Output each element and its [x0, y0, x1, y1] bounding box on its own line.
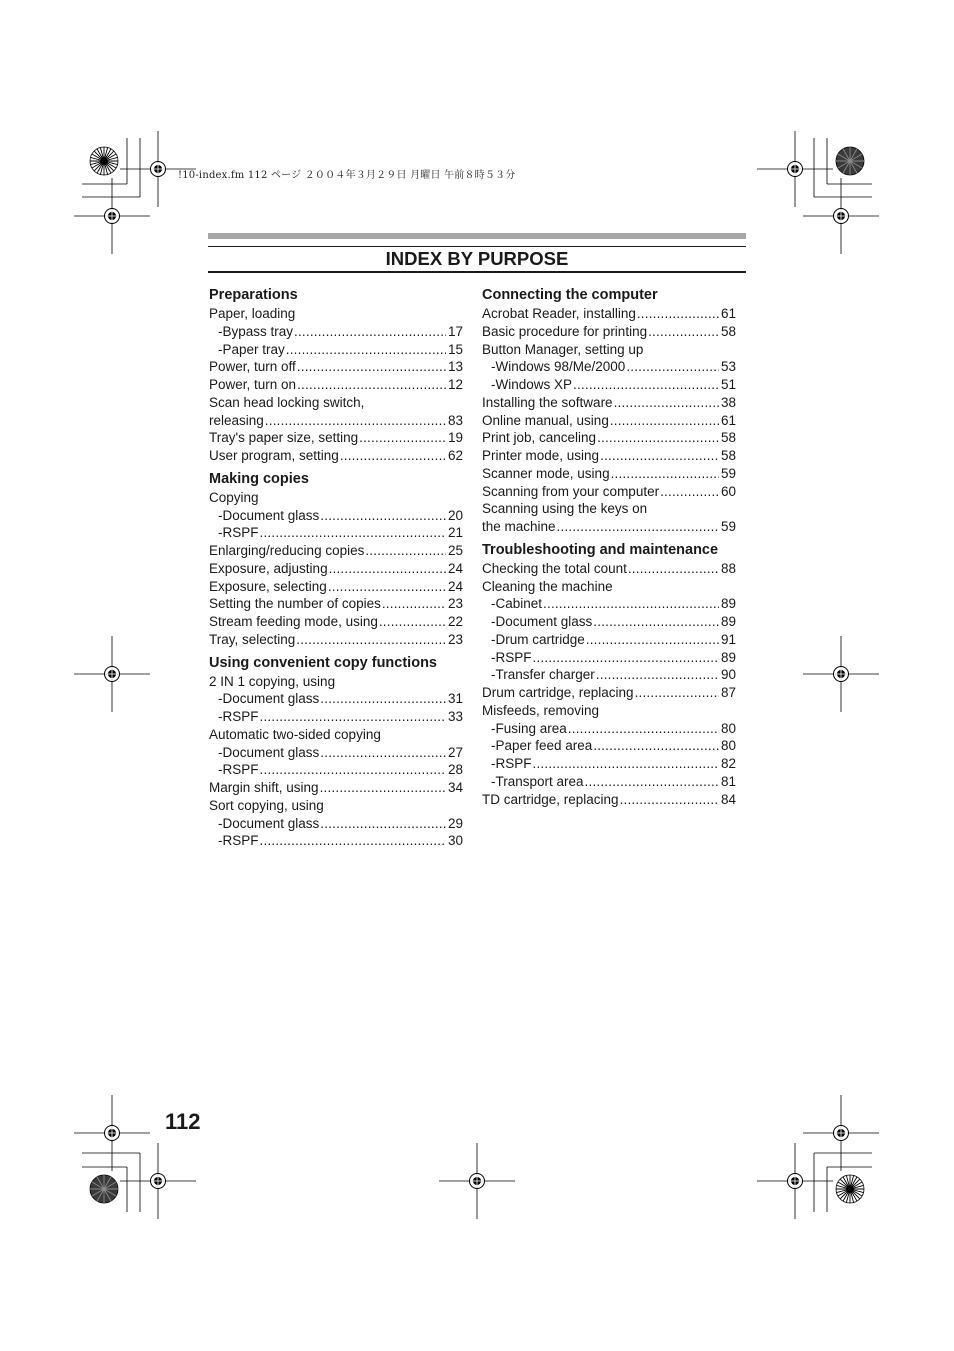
entry-label: TD cartridge, replacing: [482, 791, 619, 807]
index-subentry: [209, 507, 463, 525]
dot-leader: [265, 412, 446, 430]
index-entry: [482, 394, 736, 412]
entry-page-number: 20: [447, 507, 463, 523]
entry-page-number: 31: [447, 691, 463, 707]
index-entry: [482, 500, 736, 518]
dot-leader: [329, 560, 446, 578]
entry-label: Enlarging/reducing copies: [209, 543, 365, 558]
index-entry: [209, 447, 463, 465]
entry-label: Drum cartridge, replacing: [482, 685, 634, 700]
entry-page-number: 28: [447, 762, 463, 778]
entry-page-number: 19: [447, 430, 463, 446]
dot-leader: [626, 358, 719, 376]
dot-leader: [557, 518, 719, 536]
index-subentry: [209, 708, 463, 726]
dot-leader: [297, 358, 446, 376]
entry-label: Automatic two-sided copying: [209, 726, 381, 742]
entry-page-number: 83: [447, 412, 463, 428]
index-entry: [482, 429, 736, 447]
entry-label: User program, setting: [209, 448, 339, 463]
dot-leader: [328, 578, 446, 596]
entry-label: Exposure, selecting: [209, 578, 327, 594]
entry-dash: -: [218, 691, 223, 707]
entry-page-number: 58: [720, 323, 736, 339]
index-subentry: [482, 376, 736, 394]
entry-page-number: 82: [720, 756, 736, 771]
index-subentry: [482, 595, 736, 613]
dot-leader: [294, 323, 446, 341]
entry-dash: -: [491, 596, 496, 612]
entry-label: RSPF: [222, 525, 259, 541]
index-entry: [482, 483, 736, 501]
dot-leader: [573, 376, 719, 394]
entry-label: RSPF: [495, 649, 532, 665]
entry-page-number: 61: [720, 306, 736, 321]
entry-label: Document glass: [222, 744, 320, 760]
section-making-copies: [209, 470, 463, 649]
index-subentry: [482, 720, 736, 738]
entry-dash: -: [218, 525, 223, 541]
index-entry: [482, 791, 736, 809]
entry-label: RSPF: [222, 833, 259, 849]
entry-label: 2 IN 1 copying, using: [209, 673, 336, 689]
entry-dash: -: [218, 709, 223, 724]
entry-page-number: 62: [447, 448, 463, 463]
dot-leader: [382, 595, 446, 613]
index-entry: [209, 394, 463, 412]
entry-label: Printer mode, using: [482, 448, 600, 463]
entry-dash: -: [491, 614, 496, 629]
index-entry: [209, 560, 463, 578]
entry-label: Button Manager, setting up: [482, 341, 644, 357]
dot-leader: [660, 483, 719, 501]
section-title: Making copies: [209, 470, 309, 487]
index-subentry: [209, 815, 463, 833]
entry-page-number: 22: [447, 614, 463, 629]
entry-dash: -: [218, 833, 223, 849]
entry-dash: -: [218, 744, 223, 760]
index-subentry: [482, 773, 736, 791]
entry-label: Print job, canceling: [482, 430, 597, 446]
entry-dash: -: [218, 762, 223, 778]
entry-page-number: 59: [720, 465, 736, 481]
index-subentry: [209, 744, 463, 762]
entry-page-number: 87: [720, 685, 736, 700]
index-subentry: [482, 737, 736, 755]
dot-leader: [637, 305, 719, 323]
entry-page-number: 15: [447, 341, 463, 357]
entry-dash: -: [491, 667, 496, 683]
index-column-right: [482, 286, 736, 808]
entry-dash: -: [218, 323, 223, 339]
entry-page-number: 29: [447, 815, 463, 831]
entry-label: Scanning from your computer: [482, 483, 660, 499]
dot-leader: [600, 447, 719, 465]
entry-label: Misfeeds, removing: [482, 702, 600, 718]
index-entry: [209, 631, 463, 649]
dot-leader: [593, 613, 719, 631]
entry-page-number: 33: [447, 709, 463, 724]
dot-leader: [610, 412, 719, 430]
entry-label: Scan head locking switch,: [209, 394, 365, 410]
entry-page-number: 81: [720, 773, 736, 789]
entry-label: Transport area: [495, 773, 584, 789]
entry-page-number: 21: [447, 525, 463, 541]
entry-page-number: 34: [447, 780, 463, 795]
header-gray-bar: [208, 233, 746, 239]
dot-leader: [260, 761, 446, 779]
section-title: Using convenient copy functions: [209, 654, 437, 671]
index-entry: [209, 412, 463, 430]
index-subentry: [482, 649, 736, 667]
index-entry: [482, 560, 736, 578]
entry-label: Exposure, adjusting: [209, 560, 328, 576]
entry-label: Checking the total count: [482, 560, 627, 576]
dot-leader: [543, 595, 719, 613]
entry-page-number: 58: [720, 430, 736, 446]
index-subentry: [482, 613, 736, 631]
section-convenient-copy-functions: [209, 654, 463, 851]
header-rule-top: [208, 246, 746, 247]
index-entry: [482, 465, 736, 483]
index-subentry: [209, 832, 463, 850]
entry-page-number: 59: [720, 519, 736, 534]
index-entry: [209, 305, 463, 323]
entry-label: RSPF: [222, 762, 259, 778]
entry-label: RSPF: [222, 709, 259, 724]
index-entry: [482, 323, 736, 341]
entry-page-number: 80: [720, 720, 736, 736]
index-entry: [482, 578, 736, 596]
entry-page-number: 91: [720, 631, 736, 647]
dot-leader: [320, 507, 446, 525]
dot-leader: [533, 755, 719, 773]
dot-leader: [320, 779, 446, 797]
entry-page-number: 30: [447, 833, 463, 849]
entry-dash: -: [218, 507, 223, 523]
entry-page-number: 27: [447, 744, 463, 760]
dot-leader: [597, 429, 719, 447]
dot-leader: [620, 791, 719, 809]
entry-label: releasing: [209, 412, 264, 428]
index-entry: [209, 726, 463, 744]
index-entry: [209, 578, 463, 596]
entry-page-number: 60: [720, 483, 736, 499]
index-entry: [482, 518, 736, 536]
dot-leader: [628, 560, 719, 578]
dot-leader: [611, 465, 719, 483]
entry-label: Drum cartridge: [495, 631, 585, 647]
entry-page-number: 89: [720, 649, 736, 665]
dot-leader: [260, 708, 446, 726]
dot-leader: [365, 542, 446, 560]
dot-leader: [593, 737, 719, 755]
dot-leader: [585, 773, 719, 791]
index-entry: [209, 376, 463, 394]
entry-label: Tray, selecting: [209, 631, 296, 647]
index-entry: [482, 412, 736, 430]
entry-page-number: 12: [447, 377, 463, 392]
index-entry: [209, 542, 463, 560]
entry-page-number: 61: [720, 412, 736, 428]
entry-page-number: 89: [720, 596, 736, 612]
section-title: Troubleshooting and maintenance: [482, 541, 719, 558]
dot-leader: [296, 631, 446, 649]
entry-label: Cabinet: [495, 596, 543, 612]
entry-label: Scanning using the keys on: [482, 501, 648, 517]
entry-dash: -: [491, 773, 496, 789]
entry-label: Margin shift, using: [209, 780, 319, 795]
entry-page-number: 25: [447, 543, 463, 558]
entry-page-number: 58: [720, 448, 736, 463]
dot-leader: [614, 394, 719, 412]
header-rule-bottom: [208, 271, 746, 273]
entry-dash: -: [218, 341, 223, 357]
dot-leader: [533, 649, 719, 667]
file-slug: !10-index.fm 112 ページ ２００４年３月２９日 月曜日 午前８時５３分: [178, 170, 516, 181]
entry-label: Document glass: [222, 815, 320, 831]
section-preparations: [209, 286, 463, 465]
index-subentry: [482, 358, 736, 376]
index-entry: [482, 684, 736, 702]
entry-label: Document glass: [222, 691, 320, 707]
entry-label: Setting the number of copies: [209, 596, 381, 612]
index-entry: [209, 779, 463, 797]
entry-dash: -: [491, 720, 496, 736]
entry-dash: -: [491, 649, 496, 665]
entry-page-number: 88: [720, 560, 736, 576]
entry-label: Document glass: [495, 614, 593, 629]
entry-page-number: 38: [720, 394, 736, 410]
index-subentry: [209, 323, 463, 341]
entry-label: Basic procedure for printing: [482, 323, 648, 339]
index-entry: [209, 429, 463, 447]
index-entry: [209, 797, 463, 815]
entry-label: Power, turn on: [209, 377, 297, 392]
index-entry: [482, 341, 736, 359]
index-entry: [482, 305, 736, 323]
index-entry: [209, 358, 463, 376]
dot-leader: [320, 690, 446, 708]
entry-label: RSPF: [495, 756, 532, 771]
entry-dash: -: [491, 359, 496, 375]
entry-label: Installing the software: [482, 394, 613, 410]
index-entry: [482, 447, 736, 465]
index-subentry: [209, 341, 463, 359]
index-subentry: [482, 666, 736, 684]
dot-leader: [359, 429, 446, 447]
dot-leader: [286, 341, 446, 359]
entry-page-number: 23: [447, 596, 463, 612]
entry-label: Paper, loading: [209, 306, 296, 321]
dot-leader: [260, 832, 446, 850]
index-entry: [209, 489, 463, 507]
section-troubleshooting: [482, 541, 736, 809]
entry-page-number: 90: [720, 667, 736, 683]
entry-dash: -: [491, 631, 496, 647]
index-subentry: [482, 755, 736, 773]
entry-label: Stream feeding mode, using: [209, 614, 378, 629]
entry-page-number: 17: [447, 323, 463, 339]
section-title: Preparations: [209, 287, 298, 303]
page-title: INDEX BY PURPOSE: [385, 248, 569, 269]
dot-leader: [320, 744, 446, 762]
index-entry: [482, 702, 736, 720]
entry-label: Paper feed area: [495, 738, 593, 754]
index-entry: [209, 595, 463, 613]
entry-label: Cleaning the machine: [482, 578, 613, 594]
index-subentry: [209, 524, 463, 542]
entry-label: Scanner mode, using: [482, 465, 610, 481]
dot-leader: [260, 524, 446, 542]
entry-label: Transfer charger: [495, 667, 595, 683]
dot-leader: [320, 815, 446, 833]
entry-page-number: 13: [447, 359, 463, 375]
entry-page-number: 80: [720, 738, 736, 754]
section-title: Connecting the computer: [482, 287, 658, 303]
entry-page-number: 24: [447, 578, 463, 594]
entry-label: Bypass tray: [222, 323, 294, 339]
index-entry: [209, 613, 463, 631]
entry-page-number: 89: [720, 614, 736, 629]
dot-leader: [568, 720, 719, 738]
dot-leader: [635, 684, 719, 702]
entry-dash: -: [491, 756, 496, 771]
dot-leader: [648, 323, 719, 341]
entry-label: Document glass: [222, 507, 320, 523]
entry-page-number: 51: [720, 377, 736, 392]
dot-leader: [586, 631, 719, 649]
entry-dash: -: [218, 815, 223, 831]
entry-label: Online manual, using: [482, 412, 609, 428]
entry-dash: -: [491, 738, 496, 754]
index-entry: [209, 673, 463, 691]
entry-page-number: 53: [720, 359, 736, 375]
page-number: 112: [165, 1109, 201, 1134]
entry-label: Sort copying, using: [209, 797, 324, 813]
entry-dash: -: [491, 377, 496, 392]
index-column-left: [209, 286, 463, 850]
dot-leader: [379, 613, 446, 631]
entry-label: Windows XP: [495, 377, 573, 392]
dot-leader: [297, 376, 446, 394]
entry-page-number: 23: [447, 631, 463, 647]
entry-label: the machine: [482, 519, 556, 534]
index-subentry: [482, 631, 736, 649]
entry-label: Acrobat Reader, installing: [482, 306, 636, 321]
dot-leader: [340, 447, 446, 465]
section-connecting-computer: [482, 286, 736, 536]
entry-page-number: 24: [447, 560, 463, 576]
index-subentry: [209, 761, 463, 779]
entry-label: Windows 98/Me/2000: [495, 359, 626, 375]
entry-label: Paper tray: [222, 341, 285, 357]
entry-label: Copying: [209, 489, 259, 505]
dot-leader: [596, 666, 719, 684]
index-subentry: [209, 690, 463, 708]
entry-page-number: 84: [720, 791, 736, 807]
entry-label: Tray's paper size, setting: [209, 430, 359, 446]
entry-label: Fusing area: [495, 720, 567, 736]
entry-label: Power, turn off: [209, 359, 296, 375]
